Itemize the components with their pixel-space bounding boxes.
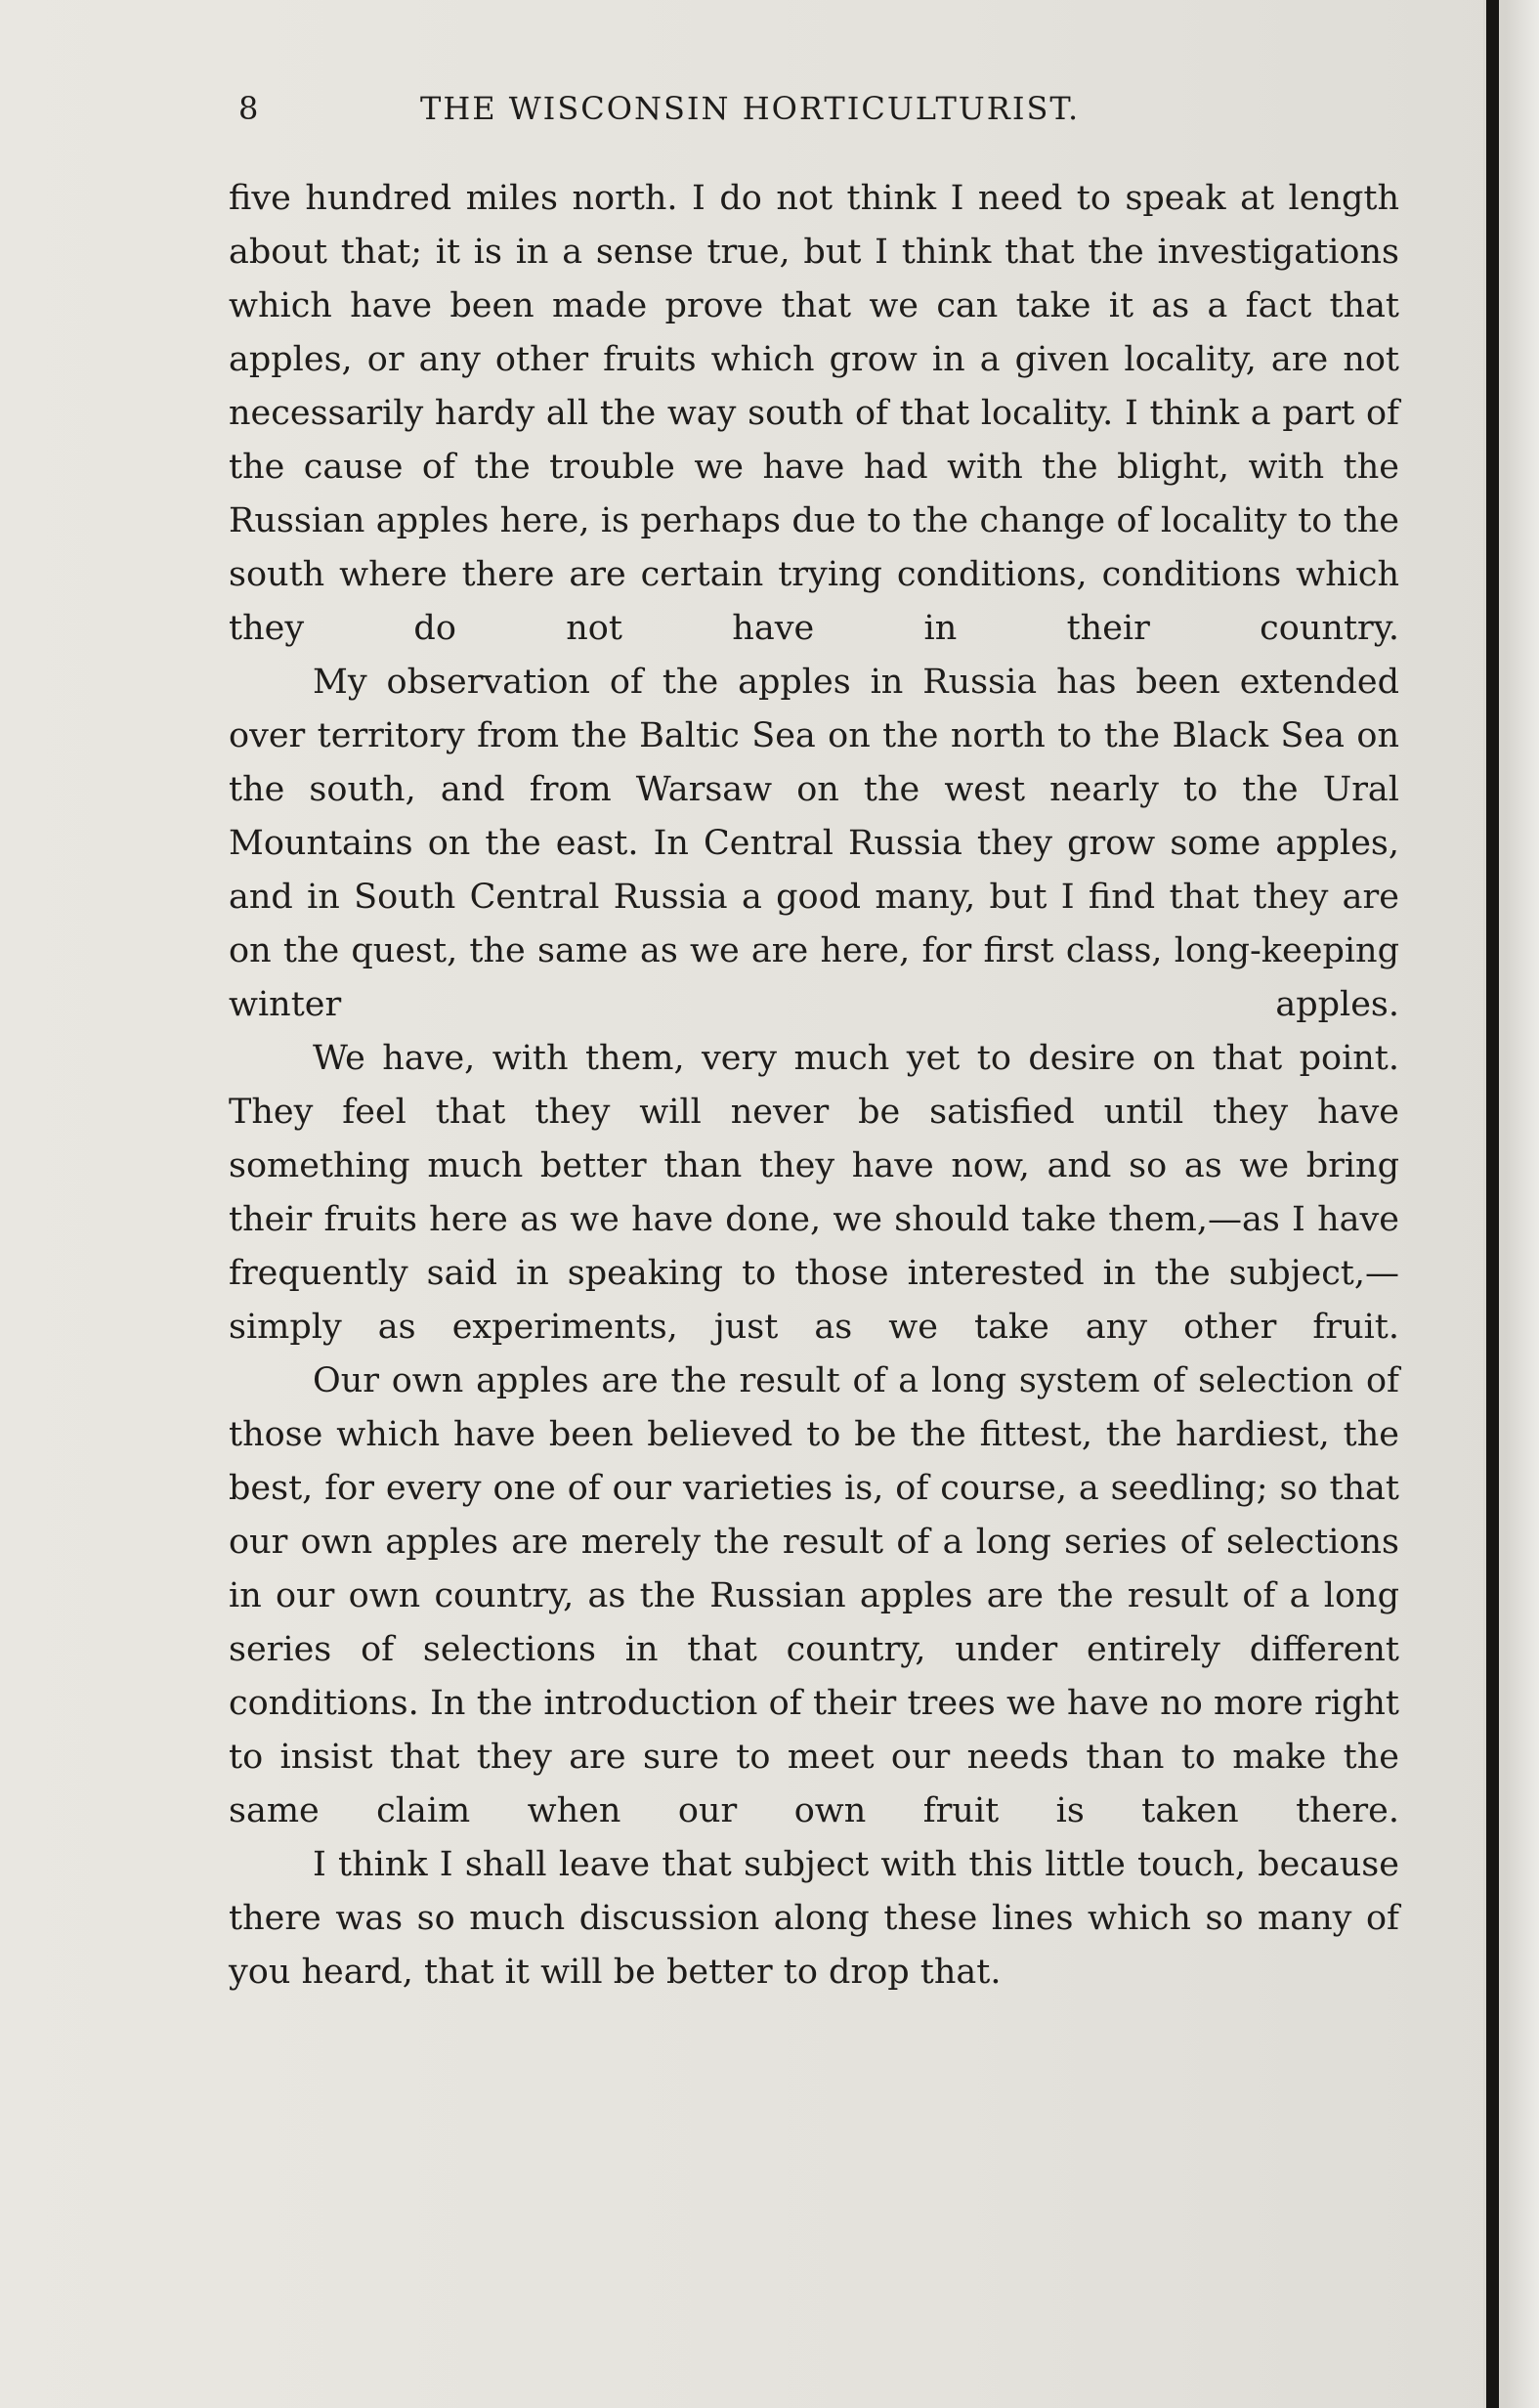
paragraph-continued: five hundred miles north. I do not think I need to speak at length about that; it is in a sense true, but I think that the investigations which have been made prove that we can take it as a fact that apples, or any other fruits which grow in a given locality, are not necessarily hardy all the way south of that locality. I think a part of the cause of the trouble we have had with the blight, with the Russian apples here, is perhaps due to the change of locality to the south where there are certain trying conditions, conditions which they do not have in their country.	[229, 179, 1399, 648]
journal-title: THE WISCONSIN HORTICULTURIST.	[420, 90, 1081, 127]
paragraph-closing: I think I shall leave that subject with this little touch, because there was so much discussion along these lines which so many of you heard, that it will be better to drop that.	[229, 1845, 1399, 1992]
paragraph-experiments: We have, with them, very much yet to desire on that point. They feel that they will never be satisfied until they have something much better than they have now, and so as we bring their fruits here as we have done, we should take them,—as I have frequently said in speaking to those interested in the subject,—simply as experiments, just as we take any other fruit.	[229, 1039, 1399, 1347]
running-head	[238, 90, 1216, 133]
article-body	[229, 172, 1399, 2000]
paragraph-russia-observation: My observation of the apples in Russia has been extended over territory from the Baltic Sea on the north to the Black Sea on the south, and from Warsaw on the west nearly to the Ural Mountains on the east. In Central Russia they grow some apples, and in South Central Russia a good many, but I find that they are on the quest, the same as we are here, for first class, long-keeping winter apples.	[229, 663, 1399, 1024]
page-number: 8	[238, 90, 261, 127]
binding-shadow	[1486, 0, 1499, 2408]
paragraph-selection: Our own apples are the result of a long system of selection of those which have been believed to be the fittest, the hardiest, the best, for every one of our varieties is, of course, a seedling; so that our own apples are merely the result of a long series of selections in our own country, as the Russian apples are the result of a long series of selections in that country, under entirely different conditions. In the introduction of their trees we have no more right to insist that they are sure to meet our needs than to make the same claim when our own fruit is taken there.	[229, 1361, 1399, 1830]
